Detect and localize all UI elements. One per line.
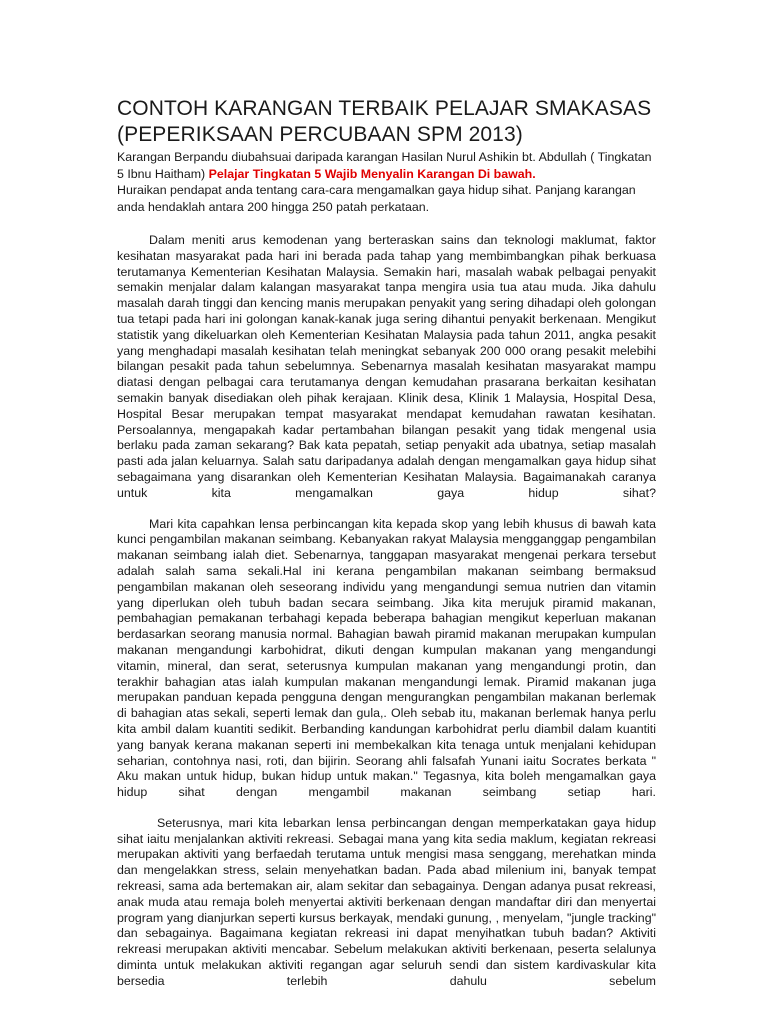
essay-prompt: Huraikan pendapat anda tentang cara-cara mengamalkan gaya hidup sihat. Panjang karangan anda hendaklah antara 200 hingga 250 patah perkataan. [117, 183, 636, 214]
paragraph-1: Dalam meniti arus kemodenan yang berteraskan sains dan teknologi maklumat, faktor kesihatan masyarakat pada hari ini berada pada tahap yang membimbangkan pihak berkuasa terutamanya Kementerian Kesihatan Malaysia. Semakin hari, masalah wabak pelbagai penyakit semakin menjalar dalam kalangan masyarakat tanpa mengira usia tua atau muda. Jika dahulu masalah darah tinggi dan kencing manis merupakan penyakit yang sering dihadapi oleh golongan tua tetapi pada hari ini golongan kanak-kanak juga sering dihantui penyakit berkenaan. Mengikut statistik yang dikeluarkan oleh Kementerian Kesihatan Malaysia pada tahun 2011, angka pesakit yang menghadapi masalah kesihatan telah meningkat sebanyak 200 000 orang pesakit melebihi bilangan pesakit pada tahun sebelumnya. Sebenarnya masalah kesihatan masyarakat mampu diatasi dengan pelbagai cara terutamanya dengan kemudahan prasarana berkaitan kesihatan semakin banyak disediakan oleh pihak kerajaan. Klinik desa, Klinik 1 Malaysia, Hospital Desa, Hospital Besar merupakan tempat masyarakat mendapat kemudahan rawatan kesihatan. Persoalannya, mengapakah kadar pertambahan bilangan pesakit yang tidak mengenal usia berlaku pada zaman sekarang? Bak kata pepatah, setiap penyakit ada ubatnya, setiap masalah pasti ada jalan keluarnya. Salah satu daripadanya adalah dengan mengamalkan gaya hidup sihat sebagaimana yang disarankan oleh Kementerian Kesihatan Malaysia. Bagaimanakah caranya untuk kita mengamalkan gaya hidup sihat? [117, 233, 656, 500]
paragraph-3: Seterusnya, mari kita lebarkan lensa perbincangan dengan memperkatakan gaya hidup sihat iaitu menjalankan aktiviti rekreasi. Sebagai mana yang kita sedia maklum, kegiatan rekreasi merupakan aktiviti yang berfaedah terutama untuk mengisi masa senggang, merehatkan minda dan mengelakkan stress, selain menyehatkan badan. Pada abad milenium ini, banyak tempat rekreasi, sama ada bertemakan air, alam sekitar dan sebagainya. Dengan adanya pusat rekreasi, anak muda atau remaja boleh menyertai aktiviti berkenaan dengan mandaftar diri dan menyertai program yang dianjurkan seperti kursus berkayak, mendaki gunung, , menyelam, "jungle tracking" dan sebagainya. Bagaimana kegiatan rekreasi ini dapat menyihatkan tubuh badan? Aktiviti rekreasi merupakan aktiviti mencabar. Sebelum melakukan aktiviti berkenaan, peserta selalunya diminta untuk melakukan aktiviti regangan agar seluruh sendi dan sistem kardivaskular kita bersedia terlebih dahulu sebelum [117, 815, 656, 988]
instruction-note: Pelajar Tingkatan 5 Wajib Menyalin Karangan Di bawah. [208, 166, 536, 181]
document-title: CONTOH KARANGAN TERBAIK PELAJAR SMAKASAS (PEPERIKSAAN PERCUBAAN SPM 2013) [117, 97, 652, 146]
byline-text: Karangan Berpandu diubahsuai daripada karangan Hasilan Nurul Ashikin bt. Abdullah ( Tingkatan 5 Ibnu Haitham) [117, 150, 652, 181]
byline [117, 149, 656, 182]
paragraph-2: Mari kita capahkan lensa perbincangan kita kepada skop yang lebih khusus di bawah kata kunci pengambilan makanan seimbang. Kebanyakan rakyat Malaysia mengganggap pengambilan makanan seimbang ialah diet. Sebenarnya, tanggapan masyarakat mengenai perkara tersebut adalah salah sama sekali.Hal ini kerana pengambilan makanan seimbang bermaksud pengambilan makanan oleh seseorang individu yang mengandungi semua nutrien dan vitamin yang diperlukan oleh tubuh badan secara seimbang. Jika kita merujuk piramid makanan, pembahagian pemakanan terbahagi kepada beberapa bahagian mengikut keperluan makanan berdasarkan seorang manusia normal. Bahagian bawah piramid makanan merupakan kumpulan makanan mengandungi karbohidrat, dikuti dengan kumpulan makanan yang mengandungi vitamin, mineral, dan serat, seterusnya kumpulan makanan yang mengandungi protin, dan terakhir bahagian atas ialah kumpulan makanan mengandungi lemak. Piramid makanan juga merupakan panduan kepada pengguna dengan mengurangkan pengambilan makanan berlemak di bahagian atas sekali, seperti lemak dan gula,. Oleh sebab itu, makanan berlemak hanya perlu kita ambil dalam kuantiti sedikit. Berbanding kandungan karbohidrat perlu diambil dalam kuantiti yang banyak kerana makanan seperti ini membekalkan kita tenaga untuk menjalani kehidupan seharian, contohnya nasi, roti, dan bijirin. Seorang ahli falsafah Yunani iaitu Socrates berkata " Aku makan untuk hidup, bukan hidup untuk makan." Tegasnya, kita boleh mengamalkan gaya hidup sihat dengan mengambil makanan seimbang setiap hari. [117, 516, 656, 800]
